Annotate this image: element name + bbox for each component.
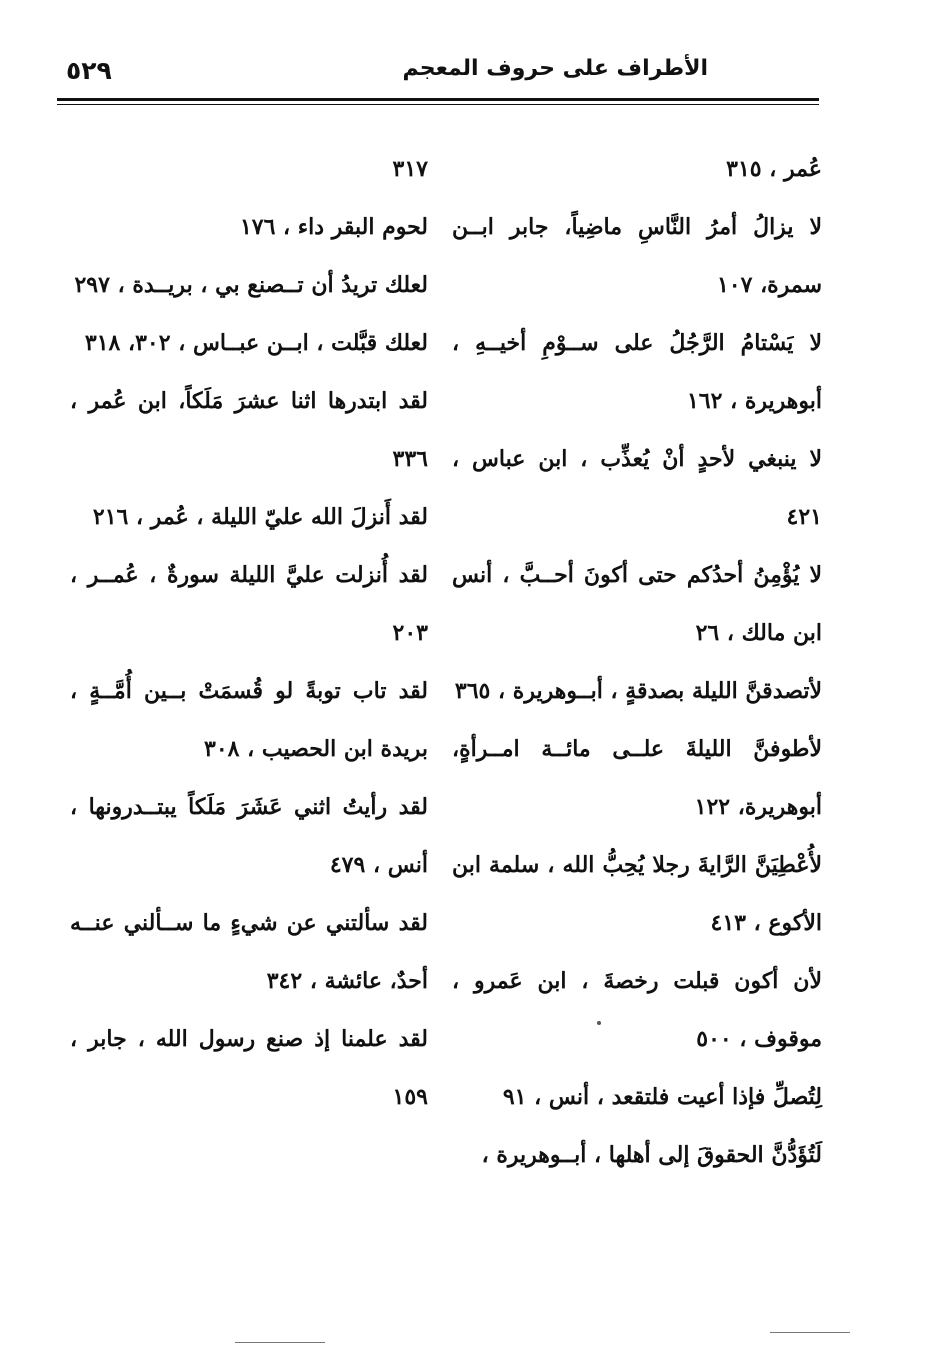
- right-column: [452, 140, 822, 1184]
- page-number: ٥٢٩: [66, 56, 112, 85]
- index-entry: لقد ابتدرها اثنا عشرَ مَلَكاً، ابن عُمر ، ٣٣٦: [70, 388, 428, 472]
- index-entry: لَتُؤَدُّنَّ الحقوقَ إلى أهلها ، أبــوهريرة ،: [481, 1142, 822, 1168]
- index-entry: لقد أَنزلَ الله عليّ الليلة ، عُمر ، ٢١٦: [92, 504, 428, 530]
- index-entry: لعلك قبَّلت ، ابــن عبــاس ، ٣٠٢، ٣١٨: [84, 330, 428, 356]
- index-entry: لا يزالُ أمرُ النَّاسِ ماضِياً، جابر ابــن سمرة، ١٠٧: [452, 214, 822, 298]
- index-entry: لا يَسْتامُ الرَّجُلُ على ســوْمِ أخيــهِ ، أبوهريرة ، ١٦٢: [452, 330, 822, 414]
- header-rule-thick: [57, 98, 819, 101]
- index-entry: لأتصدقنَّ الليلة بصدقةٍ ، أبــوهريرة ، ٣٦٥: [454, 678, 822, 704]
- index-entry: لقد رأيتُ اثني عَشَرَ مَلَكاً يبتــدرونها ، أنس ، ٤٧٩: [70, 794, 428, 878]
- index-entry: لقد علمنا إذ صنع رسول الله ، جابر ، ١٥٩: [70, 1026, 428, 1110]
- index-entry: لا ينبغي لأحدٍ أنْ يُعذِّب ، ابن عباس ، ٤٢١: [452, 446, 822, 530]
- index-entry: لِتُصلِّ فإذا أعيت فلتقعد ، أنس ، ٩١: [502, 1084, 822, 1110]
- index-entry: ٣١٧: [392, 156, 428, 182]
- index-entry: لأن أكون قبلت رخصةَ ، ابن عَمرو ، موقوف ، ٥٠٠: [452, 968, 822, 1052]
- index-entry: لأُعْطِيَنَّ الرَّايةَ رجلا يُحِبُّ الله ، سلمة ابن الأكوع ، ٤١٣: [452, 852, 822, 936]
- index-entry: لأطوفنَّ الليلةَ علــى مائــة امــرأةٍ، أبوهريرة، ١٢٢: [452, 736, 822, 820]
- scan-artifact-line: [235, 1342, 325, 1343]
- index-entry: عُمر ، ٣١٥: [726, 156, 822, 182]
- header-rule-thin: [57, 104, 819, 105]
- index-entry: لحوم البقر داء ، ١٧٦: [239, 214, 428, 240]
- left-column: [70, 140, 428, 1126]
- index-entry: لا يُؤْمِنُ أحدُكم حتى أكونَ أحــبَّ ، أنس ابن مالك ، ٢٦: [452, 562, 822, 646]
- index-entry: لعلك تريدُ أن تــصنع بي ، بريــدة ، ٢٩٧: [74, 272, 428, 298]
- index-entry: لقد تاب توبةً لو قُسمَتْ بــين أُمَّــةٍ ، بريدة ابن الحصيب ، ٣٠٨: [70, 678, 428, 762]
- index-entry: لقد سألتني عن شيءٍ ما ســألني عنــه أحدٌ، عائشة ، ٣٤٢: [70, 910, 428, 994]
- running-title: الأطراف على حروف المعجم: [402, 56, 708, 81]
- scan-artifact-line: [770, 1332, 850, 1333]
- index-entry: لقد أُنزلت عليَّ الليلة سورةٌ ، عُمــر ، ٢٠٣: [70, 562, 428, 646]
- page-header: [60, 50, 820, 94]
- scan-speck: [597, 1021, 601, 1025]
